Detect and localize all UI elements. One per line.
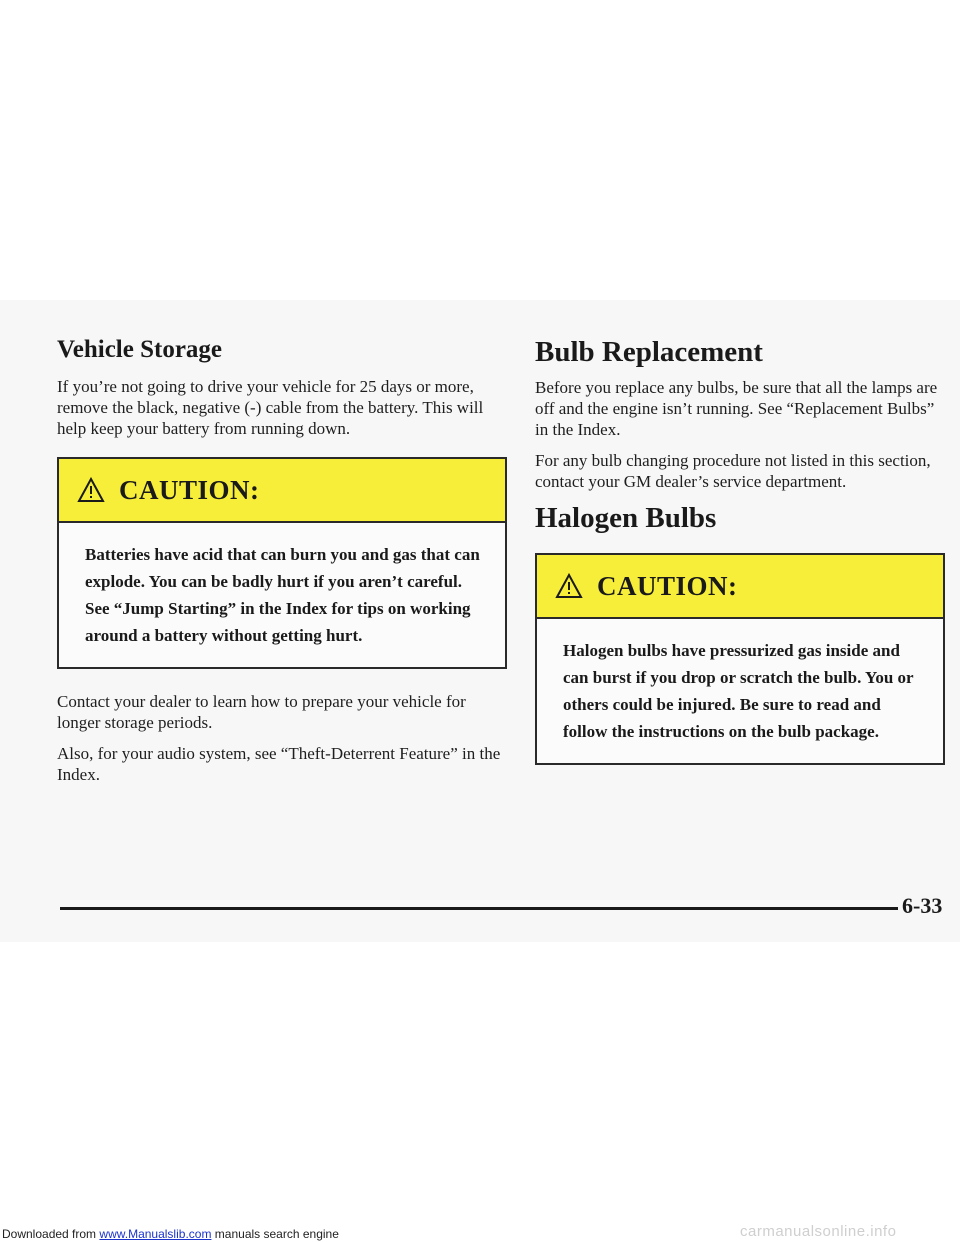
- manualslib-link[interactable]: www.Manualslib.com: [99, 1227, 212, 1241]
- storage-intro-paragraph: If you’re not going to drive your vehicle for 25 days or more, remove the black, negative (-) cable from the battery. This will help keep your battery from running down.: [57, 377, 484, 438]
- left-column: [57, 336, 507, 795]
- storage-dealer-paragraph: Contact your dealer to learn how to prepare your vehicle for longer storage periods.: [57, 692, 466, 732]
- warning-triangle-icon: [77, 477, 105, 503]
- halogen-caution-box: [535, 553, 945, 765]
- storage-audio-paragraph: Also, for your audio system, see “Theft-Deterrent Feature” in the Index.: [57, 744, 501, 784]
- download-suffix: manuals search engine: [214, 1227, 339, 1241]
- download-prefix: Downloaded from: [2, 1227, 97, 1241]
- section-heading-halogen-bulbs: Halogen Bulbs: [535, 502, 717, 534]
- section-heading-vehicle-storage: Vehicle Storage: [57, 336, 223, 363]
- bulb-intro-paragraph: Before you replace any bulbs, be sure that all the lamps are off and the engine isn’t running. See “Replacement Bulbs” in the Index.: [535, 378, 938, 439]
- battery-caution-box: [57, 457, 507, 669]
- warning-triangle-icon: [555, 573, 583, 599]
- caution-header: [59, 459, 505, 523]
- bulb-dealer-paragraph: For any bulb changing procedure not listed in this section, contact your GM dealer’s service department.: [535, 451, 931, 491]
- caution-body: Halogen bulbs have pressurized gas inside and can burst if you drop or scratch the bulb. You or others could be injured. Be sure to read and follow the instructions on the bulb package.: [563, 641, 914, 741]
- caution-body: Batteries have acid that can burn you and gas that can explode. You can be badly hurt if you aren’t careful. See “Jump Starting” in the Index for tips on working around a battery without getting hurt.: [85, 545, 480, 645]
- caution-header: [537, 555, 943, 619]
- page-number: 6-33: [902, 893, 943, 918]
- footer-rule: [60, 907, 898, 910]
- right-column: [535, 336, 945, 787]
- section-heading-bulb-replacement: Bulb Replacement: [535, 336, 763, 368]
- watermark: carmanualsonline.info: [740, 1223, 897, 1240]
- caution-title: CAUTION:: [597, 570, 738, 601]
- caution-title: CAUTION:: [119, 474, 260, 505]
